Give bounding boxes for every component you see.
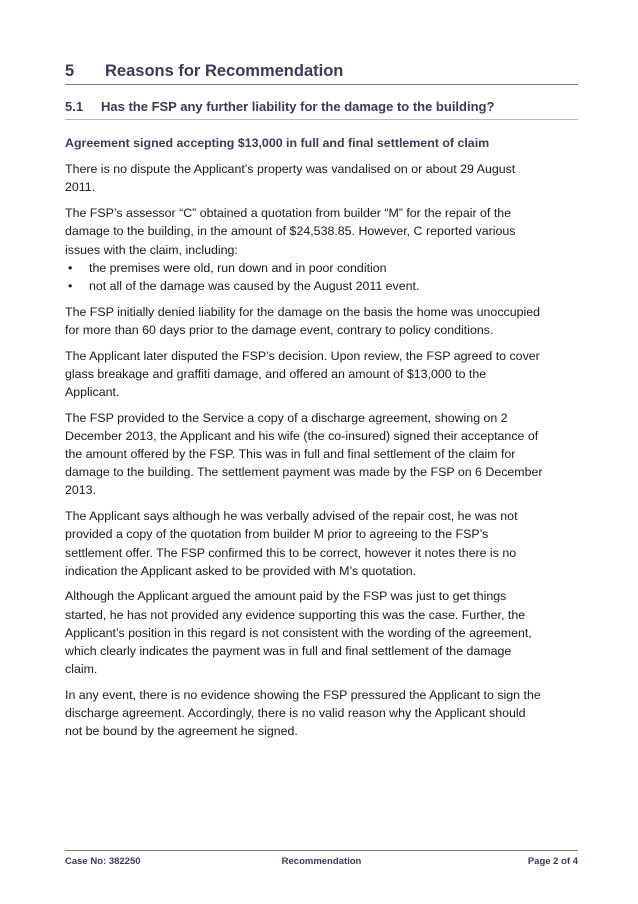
document-body (65, 134, 543, 748)
subsection-heading-rule (65, 119, 578, 120)
subsection-number: 5.1 (65, 99, 84, 114)
page-footer (65, 856, 578, 870)
issues-list (65, 259, 543, 295)
section-heading-rule (65, 84, 578, 85)
subsection-title: Has the FSP any further liability for the damage to the building? (101, 99, 495, 114)
footer-case-number: Case No: 382250 (65, 856, 141, 867)
paragraph-7: Although the Applicant argued the amount paid by the FSP was just to get things started, he has not provided any evidence supporting this was the case. Further, the Applicant’s position in this regard is not consistent with the wording of the agreement, which clearly indicates the payment was in full and final settlement of the damage claim. (65, 589, 532, 677)
bullet-dot-icon: • (68, 260, 73, 275)
subsection-heading (65, 98, 580, 116)
paragraph-5: The FSP provided to the Service a copy of a discharge agreement, showing on 2 December 2013, the Applicant and his wife (the co-insured) signed their acceptance of the amount offered by the FSP. This was in full and final settlement of the claim for damage to the building. The settlement payment was made by the FSP on 6 December 2013. (65, 410, 543, 498)
footer-page-number: Page 2 of 4 (527, 856, 578, 867)
paragraph-2: The FSP’s assessor “C” obtained a quotation from builder “M” for the repair of the damage to the building, in the amount of $24,538.85. However, C reported various issues with the claim, including: (65, 206, 516, 257)
section-number: 5 (65, 62, 75, 80)
footer-rule (65, 850, 578, 851)
paragraph-8: In any event, there is no evidence showing the FSP pressured the Applicant to sign the discharge agreement. Accordingly, there is no valid reason why the Applicant should not be bound by the agreement he signed. (65, 687, 541, 739)
list-item-text: not all of the damage was caused by the August 2011 event. (89, 278, 420, 293)
list-item (65, 277, 543, 295)
paragraph-6: The Applicant says although he was verbally advised of the repair cost, he was not provided a copy of the quotation from builder M prior to agreeing to the FSP’s settlement offer. The FSP confirmed this to be correct, however it notes there is no indication the Applicant asked to be provided with M’s quotation. (65, 509, 518, 578)
footer-document-type: Recommendation (281, 856, 362, 867)
list-item (65, 259, 543, 277)
paragraph-1: There is no dispute the Applicant’s property was vandalised on or about 29 August 2011. (65, 162, 516, 195)
paragraph-3: The FSP initially denied liability for the damage on the basis the home was unoccupied for more than 60 days prior to the damage event, contrary to policy conditions. (65, 304, 541, 337)
section-heading (65, 60, 580, 82)
paragraph-4: The Applicant later disputed the FSP’s decision. Upon review, the FSP agreed to cover glass breakage and graffiti damage, and offered an amount of $13,000 to the Applicant. (65, 348, 540, 399)
list-item-text: the premises were old, run down and in poor condition (89, 260, 387, 275)
bullet-dot-icon: • (68, 278, 73, 293)
paragraph-subhead: Agreement signed accepting $13,000 in full and final settlement of claim (65, 136, 490, 150)
section-title: Reasons for Recommendation (105, 62, 344, 80)
